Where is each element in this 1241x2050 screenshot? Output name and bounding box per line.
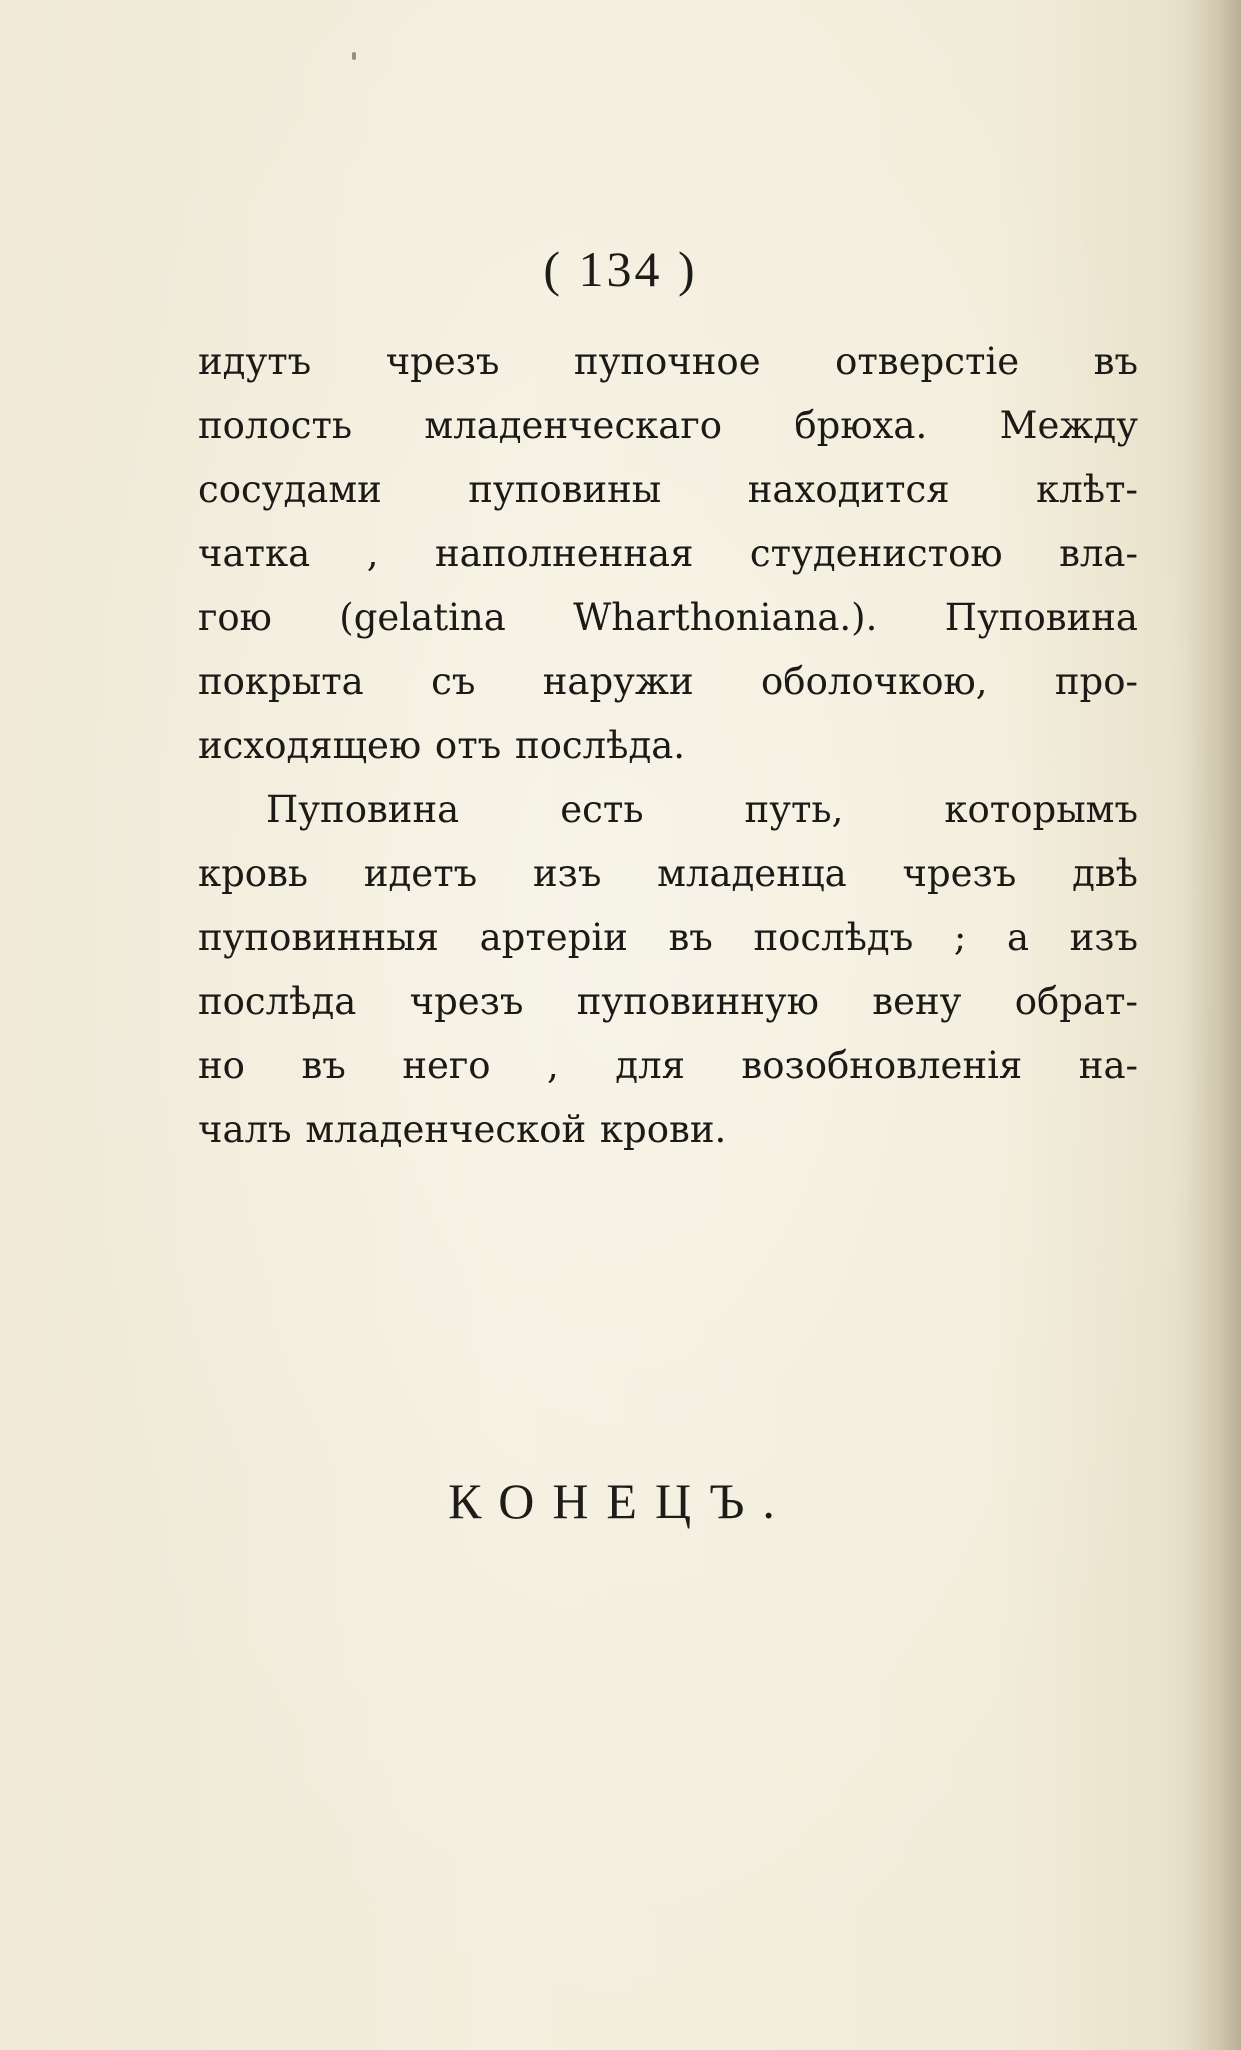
text-line: гою (gelatina Wharthoniana.). Пуповина xyxy=(198,596,1138,639)
text-line: покрыта съ наружи оболочкою, про- xyxy=(198,660,1138,703)
ending-heading: КОНЕЦЪ. xyxy=(448,1473,793,1529)
text-line: исходящею отъ послѣда. xyxy=(198,724,686,767)
text-line: чатка , наполненная студенистою вла- xyxy=(198,532,1138,575)
text-line: идутъ чрезъ пупочное отверстіе въ xyxy=(198,340,1138,383)
page-edge-shadow xyxy=(1186,0,1241,2050)
text-line: чалъ младенческой крови. xyxy=(198,1108,727,1151)
page-number: ( 134 ) xyxy=(543,241,698,297)
text-line: пуповинныя артеріи въ послѣдъ ; а изъ xyxy=(198,916,1138,959)
text-line: полость младенческаго брюха. Между xyxy=(198,404,1138,447)
text-line: сосудами пуповины находится клѣт- xyxy=(198,468,1138,511)
body-text xyxy=(198,330,1138,1162)
paper-speck xyxy=(352,52,356,60)
text-line: но въ него , для возобновленія на- xyxy=(198,1044,1138,1087)
text-line: послѣда чрезъ пуповинную вену обрат- xyxy=(198,980,1138,1023)
text-line: Пуповина есть путь, которымъ xyxy=(266,788,1138,831)
text-line: кровь идетъ изъ младенца чрезъ двѣ xyxy=(198,852,1138,895)
